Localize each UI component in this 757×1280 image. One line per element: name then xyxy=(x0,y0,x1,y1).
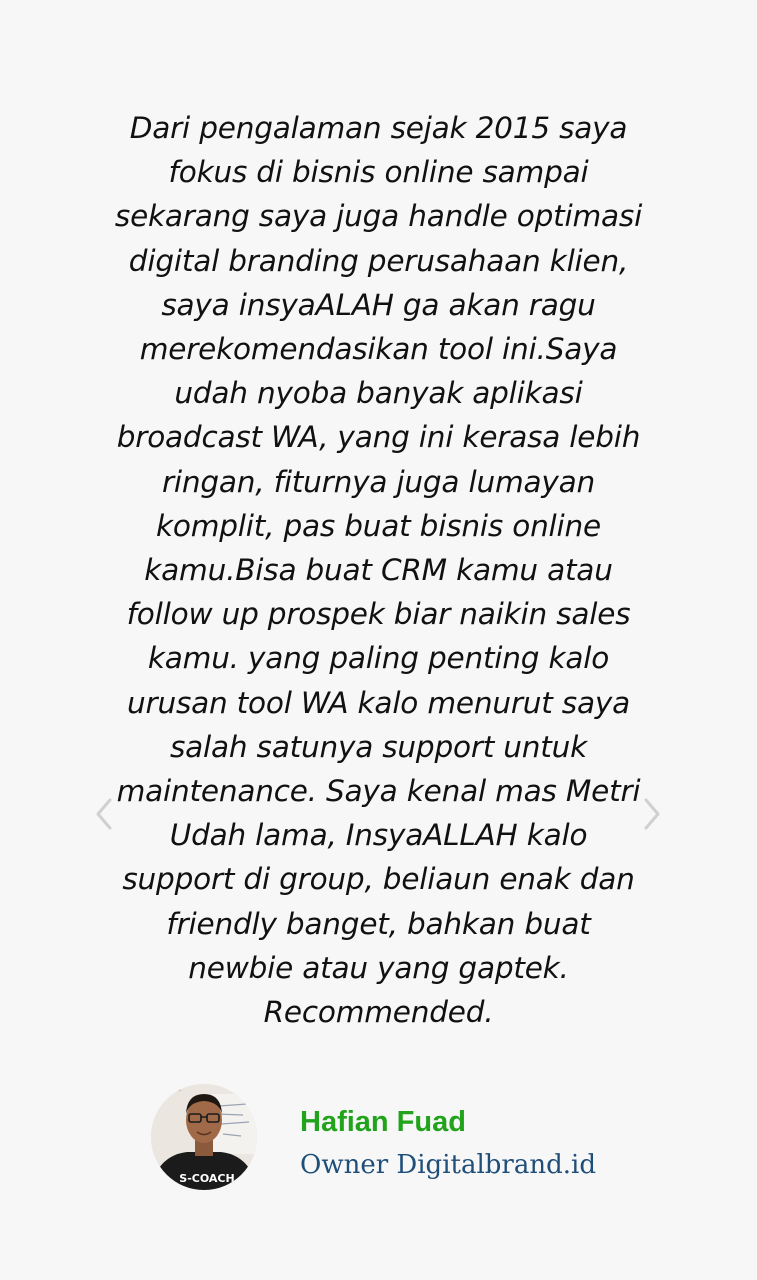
carousel-prev-button[interactable] xyxy=(86,796,122,836)
testimonial-quote: Dari pengalaman sejak 2015 saya fokus di bisnis online sampai sekarang saya juga handle optimasi digital branding perusahaan klien, saya insyaALAH ga akan ragu merekomendasikan tool ini.Saya udah nyoba banyak aplikasi broadcast WA, yang ini kerasa lebih ringan, fiturnya juga lumayan komplit, pas buat bisnis online kamu.Bisa buat CRM kamu atau follow up prospek biar naikin sales kamu. yang paling penting kalo urusan tool WA kalo menurut saya salah satunya support untuk maintenance. Saya kenal mas Metri Udah lama, InsyaALLAH kalo support di group, beliaun enak dan friendly banget, bahkan buat newbie atau yang gaptek. Recommended. xyxy=(114,111,643,1030)
author-avatar xyxy=(151,1084,257,1190)
author-name: Hafian Fuad xyxy=(300,1106,466,1138)
avatar-shirt-text: S-COACH xyxy=(179,1172,235,1185)
chevron-left-icon xyxy=(94,797,114,835)
carousel-next-button[interactable] xyxy=(634,796,670,836)
chevron-right-icon xyxy=(642,797,662,835)
testimonial-author xyxy=(151,1084,631,1190)
author-title: Owner Digitalbrand.id xyxy=(300,1150,596,1180)
